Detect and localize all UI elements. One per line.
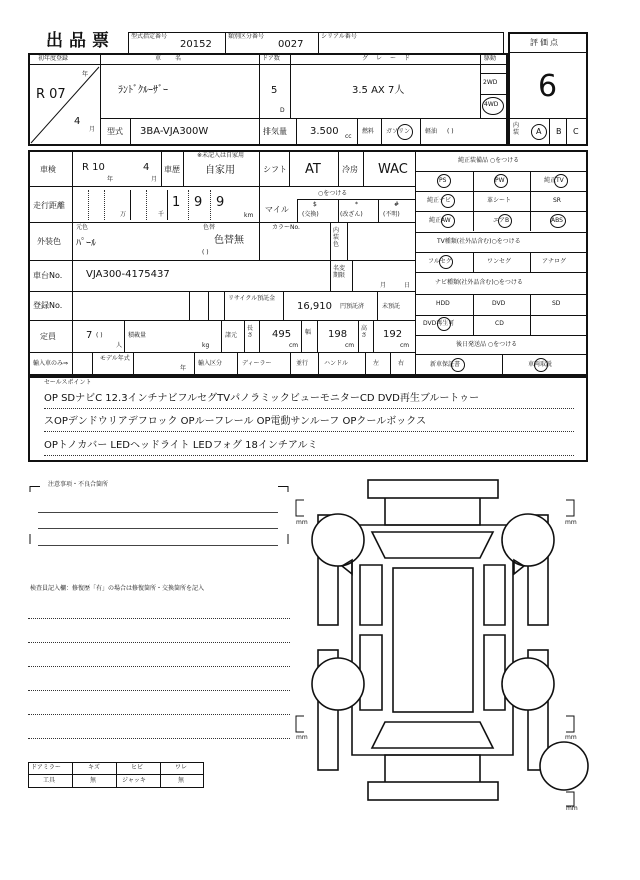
import-dealer: ディーラー xyxy=(242,360,272,367)
mileage-digit-2: 9 xyxy=(194,195,203,210)
model-year-label: モデル年式 xyxy=(100,355,130,362)
equip-abs: ABS xyxy=(551,217,563,224)
equip-abs-circle xyxy=(550,214,566,228)
drive-label: 駆動 xyxy=(484,55,497,62)
grade-label: グレード xyxy=(362,55,419,62)
tools-r1: 工具 xyxy=(43,777,56,784)
first-reg-era: R 07 xyxy=(36,87,66,102)
shaken-month: 4 xyxy=(143,162,150,173)
equip-airbag-circle xyxy=(498,214,512,228)
vin-value: VJA300-4175437 xyxy=(86,269,170,280)
score-value: 6 xyxy=(538,69,558,104)
car-damage-diagram xyxy=(290,470,610,820)
type-no-value: 20152 xyxy=(180,39,212,50)
navi-sd: SD xyxy=(552,300,561,307)
length-unit: cm xyxy=(289,342,299,349)
drive-4wd-circle xyxy=(482,97,504,115)
car-name-label: 車名 xyxy=(155,55,196,62)
inspector-label: 検査員記入欄：修復歴「有」の場合は修復箇所・交換箇所を記入 xyxy=(30,585,205,592)
mileage-unit: km xyxy=(244,212,254,219)
mileage-digit-1: 1 xyxy=(172,195,181,210)
tools-h4: ワレ xyxy=(175,764,188,771)
sales-line-3: OPトノカバー LEDヘッドライト LEDフォグ 18インチアルミ xyxy=(44,440,318,451)
shift-value: AT xyxy=(305,162,321,177)
shaken-value: R 10 xyxy=(82,162,105,173)
ac-label: 冷房 xyxy=(342,165,358,174)
mm-spare: mm xyxy=(566,805,578,812)
recycle-none: 未預託 xyxy=(382,303,401,310)
equip-aw: 純正AW xyxy=(429,217,451,224)
color-no-label: カラーNo. xyxy=(272,224,300,231)
capacity-paren: ( ) xyxy=(96,332,103,339)
color-orig-value: ﾊﾟｰﾙ xyxy=(76,238,96,249)
score-label: 評価点 xyxy=(530,38,560,47)
year-suffix: 年 xyxy=(82,71,89,78)
history-note: ※未記入は自家用 xyxy=(197,152,245,159)
vin-label: 車台No. xyxy=(33,271,63,280)
displacement-value: 3.500 xyxy=(310,126,339,137)
shaken-label: 車検 xyxy=(40,165,56,174)
drive-2wd: 2WD xyxy=(483,79,498,86)
equip-ps: PS xyxy=(439,177,447,184)
type-no-label: 型式指定番号 xyxy=(131,33,168,40)
shift-label: シフト xyxy=(263,165,287,174)
mile-dollar: $ xyxy=(313,201,317,208)
capacity-value: 7 xyxy=(86,330,93,341)
mm-front-right: mm xyxy=(565,519,577,526)
handle-right: 右 xyxy=(398,360,405,367)
equip-ps-circle xyxy=(437,174,451,188)
mile-note: ○をつける xyxy=(318,190,348,197)
load-label: 積載量 xyxy=(128,332,147,339)
history-value: 自家用 xyxy=(205,165,235,176)
mile-unknown: (不明) xyxy=(383,211,400,218)
handle-left: 左 xyxy=(373,360,380,367)
drive-4wd: 4WD xyxy=(484,101,499,108)
tools-h2: キズ xyxy=(88,764,100,771)
interior-b: B xyxy=(556,127,562,136)
color-orig-label: 元色 xyxy=(76,224,89,231)
model-value: 3BA-VJA300W xyxy=(140,126,209,137)
name-change-label: 名変期限 xyxy=(333,265,346,280)
category-no-value: 0027 xyxy=(278,39,304,50)
equip-tv-circle xyxy=(554,174,568,188)
tools-r3: ジャッキ xyxy=(122,777,146,784)
later-warranty: 新車保証書 xyxy=(430,361,461,368)
fuel-paren: ( ) xyxy=(447,128,454,135)
name-change-month: 月 xyxy=(380,282,387,289)
length-value: 495 xyxy=(272,329,292,340)
mile-altered: (改ざん) xyxy=(340,211,363,218)
month-suffix: 月 xyxy=(89,126,96,133)
equip-sr: SR xyxy=(553,197,561,204)
shaken-month-suffix: 月 xyxy=(151,176,158,183)
recycle-value: 16,910 xyxy=(297,301,332,312)
recycle-unit: 円預託済 xyxy=(340,303,365,310)
length-label: 長さ xyxy=(247,325,254,339)
later-manual: 車両取説 xyxy=(528,361,553,368)
doors-d: D xyxy=(280,107,285,114)
color-label: 外装色 xyxy=(37,237,61,246)
interior-c: C xyxy=(573,127,579,136)
displacement-unit: cc xyxy=(345,133,352,140)
mile-label: マイル xyxy=(265,205,289,214)
fuel-label: 燃料 xyxy=(362,128,375,135)
navi-hdd: HDD xyxy=(436,300,450,307)
import-cat-label: 輸入区分 xyxy=(198,360,223,367)
equip-tv: 純正TV xyxy=(544,177,564,184)
category-no-label: 類別区分番号 xyxy=(228,33,265,40)
sales-label: セールスポイント xyxy=(44,379,92,386)
history-label: 車歴 xyxy=(164,165,180,174)
notes-bracket xyxy=(28,486,290,546)
equip-navi-circle xyxy=(441,194,455,208)
import-label: 輸入車のみ⇒ xyxy=(33,360,69,367)
sheet-title: 出品票 xyxy=(46,31,115,51)
mm-rear-left: mm xyxy=(296,734,308,741)
interior-a: A xyxy=(536,127,542,136)
recycle-label: リサイクル預託金 xyxy=(228,295,276,302)
tools-h3: ヒビ xyxy=(131,764,144,771)
mileage-sen: 千 xyxy=(158,211,165,218)
mm-front-left: mm xyxy=(296,519,308,526)
color-paren: ( ) xyxy=(202,249,209,256)
equip-airbag: エアB xyxy=(493,217,510,224)
shaken-year: 年 xyxy=(107,176,114,183)
color-now-value: 色替無 xyxy=(214,235,244,246)
model-label: 型式 xyxy=(107,127,123,136)
navi-dvd-play-circle xyxy=(437,317,451,331)
genuine-label: 純正装備品 ○をつける xyxy=(458,157,520,164)
fuel-gasoline: ガソリン xyxy=(386,128,411,135)
tv-fullseg: フルセグ xyxy=(428,258,452,265)
mile-star: * xyxy=(355,201,358,208)
notes-label: 注意事項・不良合箇所 xyxy=(48,481,109,488)
doors-value: 5 xyxy=(271,85,278,96)
equip-leather: 革シート xyxy=(487,197,512,204)
mileage-label: 走行距離 xyxy=(33,201,65,210)
interior-label: 内装 xyxy=(513,122,520,136)
handle-label: ハンドル xyxy=(324,360,349,367)
tv-analog: アナログ xyxy=(542,258,567,265)
mm-rear-right: mm xyxy=(565,734,577,741)
first-reg-slash xyxy=(29,65,100,145)
navi-dvd-play: DVD再生可 xyxy=(423,320,455,327)
width-unit: cm xyxy=(345,342,355,349)
doors-label: ドア数 xyxy=(262,55,280,62)
tools-r2: 無 xyxy=(90,777,97,784)
mileage-man: 万 xyxy=(120,211,127,218)
import-parallel: 並行 xyxy=(296,360,309,367)
height-unit: cm xyxy=(400,342,410,349)
load-unit: kg xyxy=(202,342,210,349)
capacity-unit: 人 xyxy=(116,342,123,349)
first-reg-label: 初年度登録 xyxy=(38,55,69,62)
mileage-digit-3: 9 xyxy=(216,195,225,210)
displacement-label: 排気量 xyxy=(263,127,287,136)
reg-label: 登録No. xyxy=(33,301,63,310)
height-label: 高さ xyxy=(361,325,368,339)
capacity-label: 定員 xyxy=(40,332,56,341)
later-manual-circle xyxy=(534,358,548,372)
tools-h1: ドアミラー xyxy=(31,764,61,771)
navi-dvd: DVD xyxy=(492,300,506,307)
model-year-unit: 年 xyxy=(180,365,187,372)
first-reg-month: 4 xyxy=(74,116,81,127)
mile-exchange: (交換) xyxy=(302,211,319,218)
tv-fullseg-circle xyxy=(439,255,453,269)
navi-type-label: ナビ種類(社外品含む)○をつける xyxy=(435,279,523,286)
tv-type-label: TV種類(社外品含む)○をつける xyxy=(437,238,521,245)
sales-line-2: スOPデンドウリアデフロック OPルーフレール OP電動サンルーフ OPクールボックス xyxy=(44,416,427,427)
color-now-label: 色替 xyxy=(203,224,216,231)
mile-hash: # xyxy=(394,201,400,208)
fuel-light-oil: 軽油 xyxy=(425,128,438,135)
sales-line-1: OP SDナビC 12.3インチナビフルセグTVパノラミックビューモニターCD DVD再生ブルートゥー xyxy=(44,393,480,404)
fuel-gasoline-circle xyxy=(397,124,413,140)
height-value: 192 xyxy=(383,329,403,340)
car-name-value: ﾗﾝﾄﾞｸﾙｰｻﾞｰ xyxy=(118,85,168,96)
later-label: 後日発送品 ○をつける xyxy=(456,341,518,348)
width-label: 幅 xyxy=(305,329,312,336)
interior-color-label: 内装色 xyxy=(333,227,340,248)
later-warranty-circle xyxy=(451,358,465,372)
name-change-day: 日 xyxy=(404,282,411,289)
equip-aw-circle xyxy=(441,214,455,228)
dims-label: 諸元 xyxy=(225,332,238,339)
serial-label: シリアル番号 xyxy=(321,33,357,40)
ac-value: WAC xyxy=(378,162,408,177)
equip-pw: PW xyxy=(495,177,505,184)
navi-cd: CD xyxy=(495,320,504,327)
equip-navi: 純正ナビ xyxy=(427,197,452,204)
grade-value: 3.5 AX 7人 xyxy=(352,85,405,96)
equip-pw-circle xyxy=(494,174,508,188)
width-value: 198 xyxy=(328,329,348,340)
tv-oneseg: ワンセグ xyxy=(487,258,512,265)
interior-a-circle xyxy=(531,124,547,140)
tools-r4: 無 xyxy=(178,777,185,784)
